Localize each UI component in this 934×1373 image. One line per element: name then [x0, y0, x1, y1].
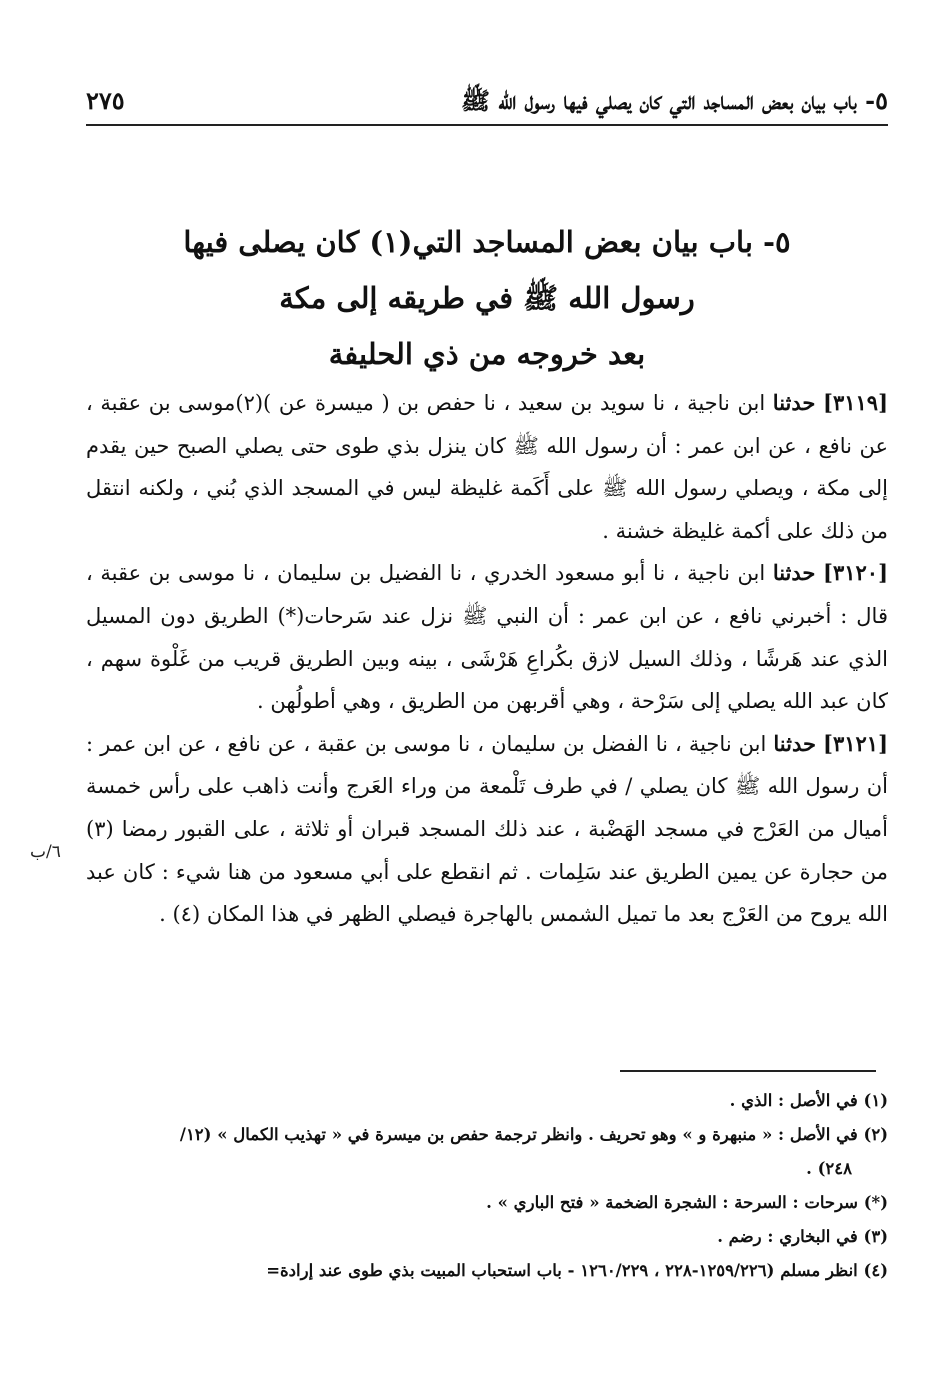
- footnote-divider: [620, 1070, 876, 1072]
- chapter-title: [86, 214, 888, 382]
- header-title: ٥- باب بيان بعض المساجد التي كان يصلي فيها رسول الله ﷺ: [460, 86, 888, 115]
- hadith-number: [٣١٢٠]: [823, 560, 888, 586]
- hadith-paragraph: [86, 382, 888, 552]
- chapter-title-line-2: رسول الله ﷺ في طريقه إلى مكة: [279, 281, 695, 315]
- footnote: (٢) في الأصل : « منبهرة و » وهو تحريف . وانظر ترجمة حفص بن ميسرة في « تهذيب الكمال » (١٢/: [179, 1125, 888, 1144]
- hadith-number: [٣١١٩]: [823, 390, 888, 415]
- footnotes: [86, 1084, 888, 1288]
- hadith-text: ابن ناجية ، نا أبو مسعود الخدري ، نا الفضيل بن سليمان ، نا موسى بن عقبة ، قال : أخبرني نافع ، عن ابن عمر : أن النبي ﷺ نزل عند سَرحات(*) الطريق دون المسيل الذي عند هَرشًا ، وذلك السيل لازق بكُراعِ هَرْشَى ، بينه وبين الطريق قريب من غَلْوة سهم ، كان عبد الله يصلي إلى سَرْحة ، وهي أقربهن من الطريق ، وهي أطولُهن .: [86, 561, 888, 714]
- hadith-text: ابن ناجية ، نا سويد بن سعيد ، نا حفص بن ( ميسرة عن )(٢)موسى بن عقبة ، عن نافع ، عن ابن عمر : أن رسول الله ﷺ كان ينزل بذي طوى حتى يصلي الصبح حين يقدم إلى مكة ، ويصلي رسول الله ﷺ على أَكَمة غليظة ليس في المسجد الذي بُني ، ولكنه انتقل من ذلك على أكمة غليظة خشنة .: [86, 391, 888, 543]
- hadith-opener: حدثنا: [772, 560, 816, 586]
- hadith-opener: حدثنا: [773, 730, 816, 756]
- footnote-continuation: ٢٤٨) .: [806, 1159, 852, 1178]
- hadith-paragraph: [86, 552, 888, 722]
- hadith-paragraph: [86, 723, 888, 936]
- hadith-opener: حدثنا: [772, 390, 816, 415]
- footnote: (١) في الأصل : الذي .: [729, 1091, 888, 1110]
- running-header: [86, 82, 888, 126]
- footnote: (٣) في البخاري : رضم .: [717, 1227, 888, 1246]
- hadith-body: [86, 382, 888, 936]
- footnote: (*) سرحات : السرحة : الشجرة الضخمة « فتح الباري » .: [486, 1193, 888, 1212]
- hadith-number: [٣١٢١]: [823, 730, 888, 756]
- chapter-title-line-1: ٥- باب بيان بعض المساجد التي(١) كان يصلى فيها: [183, 225, 791, 259]
- footnote: (٤) انظر مسلم (١٢٥٩/٢٢٦-٢٢٨ ، ١٢٦٠/٢٢٩ - باب استحباب المبيت بذي طوى عند إرادة=: [266, 1261, 888, 1280]
- chapter-title-line-3: بعد خروجه من ذي الحليفة: [328, 337, 646, 371]
- page-number: ٢٧٥: [86, 86, 125, 115]
- hadith-text: ابن ناجية ، نا الفضل بن سليمان ، نا موسى بن عقبة ، عن نافع ، عن ابن عمر : أن رسول الله ﷺ كان يصلي / في طرف تَلْمعة من وراء العَرج وأنت ذاهب على رأس خمسة أميال من العَرْج في مسجد الهَضْبة ، عند ذلك المسجد قبران أو ثلاثة ، على القبور رمضا (٣) من حجارة عن يمين الطريق عند سَلِمات . ثم انقطع على أبي مسعود من هنا شيء : كان عبد الله يروح من العَرْج بعد ما تميل الشمس بالهاجرة فيصلي الظهر في هذا المكان (٤) .: [86, 731, 888, 927]
- manuscript-folio-note: ٦/ب: [30, 842, 61, 862]
